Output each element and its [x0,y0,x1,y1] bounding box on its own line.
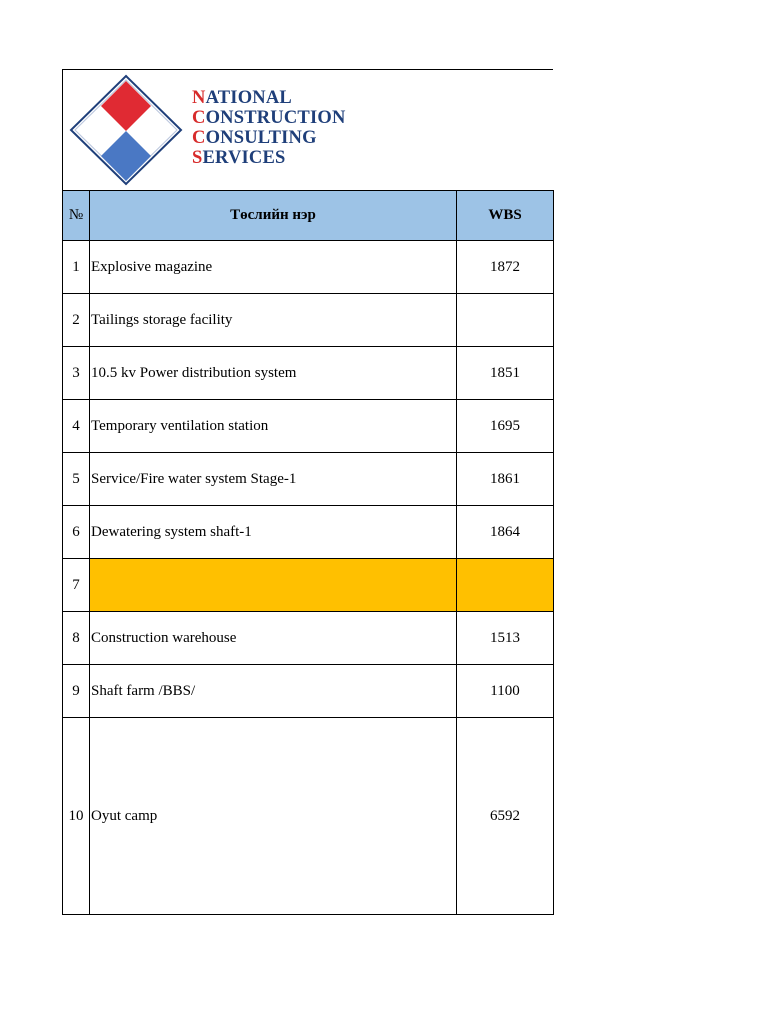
company-name-line-3: CONSULTING [192,128,317,148]
spreadsheet-sheet [62,69,553,915]
row-project-name[interactable]: Tailings storage facility [90,294,457,347]
row-project-name[interactable]: 10.5 kv Power distribution system [90,347,457,400]
table-row [63,665,554,718]
row-wbs[interactable]: 1864 [457,506,554,559]
row-number[interactable]: 5 [63,453,90,506]
table-row [63,400,554,453]
table-row [63,506,554,559]
row-wbs[interactable]: 1695 [457,400,554,453]
row-wbs[interactable]: 6592 [457,718,554,915]
table-row [63,612,554,665]
row-project-name[interactable]: Explosive magazine [90,241,457,294]
header-project-name[interactable]: Төслийн нэр [90,191,457,241]
row-number[interactable]: 6 [63,506,90,559]
company-name [192,88,346,168]
row-project-name[interactable] [90,559,457,612]
row-wbs[interactable] [457,559,554,612]
row-number[interactable]: 2 [63,294,90,347]
row-project-name[interactable]: Construction warehouse [90,612,457,665]
row-wbs[interactable] [457,294,554,347]
table-row [63,347,554,400]
row-project-name[interactable]: Temporary ventilation station [90,400,457,453]
row-number[interactable]: 8 [63,612,90,665]
row-wbs[interactable]: 1861 [457,453,554,506]
row-project-name[interactable]: Service/Fire water system Stage-1 [90,453,457,506]
row-project-name[interactable]: Dewatering system shaft-1 [90,506,457,559]
row-number[interactable]: 3 [63,347,90,400]
company-name-line-2: CONSTRUCTION [192,108,346,128]
header-number[interactable]: № [63,191,90,241]
table-row [63,453,554,506]
table-row [63,294,554,347]
project-table [62,190,554,915]
ncc-logo-icon [67,73,185,187]
row-number[interactable]: 10 [63,718,90,915]
row-wbs[interactable]: 1872 [457,241,554,294]
company-name-line-1: NATIONAL [192,88,292,108]
row-wbs[interactable]: 1513 [457,612,554,665]
table-row-highlighted [63,559,554,612]
logo-cell [62,69,553,190]
header-wbs[interactable]: WBS [457,191,554,241]
row-project-name[interactable]: Oyut camp [90,718,457,915]
row-number[interactable]: 1 [63,241,90,294]
table-header-row [63,191,554,241]
row-project-name[interactable]: Shaft farm /BBS/ [90,665,457,718]
row-wbs[interactable]: 1100 [457,665,554,718]
row-number[interactable]: 4 [63,400,90,453]
company-name-line-4: SERVICES [192,148,286,168]
table-row [63,718,554,915]
row-number[interactable]: 7 [63,559,90,612]
table-row [63,241,554,294]
row-wbs[interactable]: 1851 [457,347,554,400]
row-number[interactable]: 9 [63,665,90,718]
